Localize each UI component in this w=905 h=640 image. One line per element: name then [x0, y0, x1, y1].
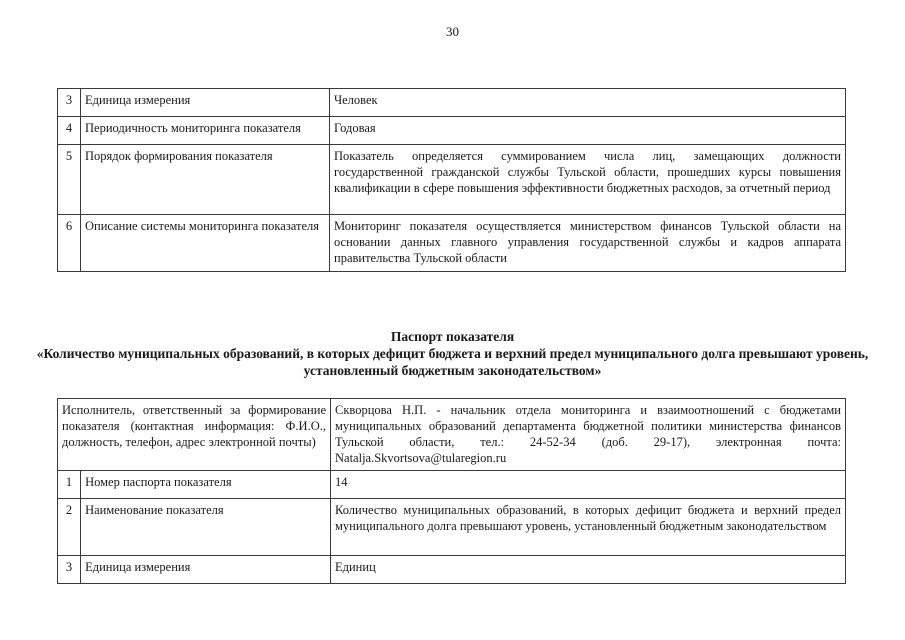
passport-heading: [30, 328, 875, 379]
row-number: 2: [58, 499, 81, 556]
indicator-passport-table: [57, 398, 846, 584]
executor-value: Скворцова Н.П. - начальник отдела мониторинга и взаимоотношений с бюджетами муниципальных образований департамента бюджетной политики министерства финансов Тульской области, тел.: 24-52-34 (доб. 29-17), электронная почта: Natalja.Skvortsova@tularegion.ru: [331, 399, 846, 471]
row-label: Номер паспорта показателя: [81, 471, 331, 499]
row-value: Мониторинг показателя осуществляется министерством финансов Тульской области на основании данных главного управления государственной службы и кадров аппарата правительства Тульской области: [330, 215, 846, 272]
row-number: 1: [58, 471, 81, 499]
row-value: Единиц: [331, 556, 846, 584]
table-row: [58, 145, 846, 215]
row-value: 14: [331, 471, 846, 499]
row-label: Порядок формирования показателя: [81, 145, 330, 215]
table-row: [58, 499, 846, 556]
row-label: Описание системы мониторинга показателя: [81, 215, 330, 272]
row-number: 5: [58, 145, 81, 215]
table-row: [58, 556, 846, 584]
row-value: Человек: [330, 89, 846, 117]
row-number: 3: [58, 89, 81, 117]
executor-row: [58, 399, 846, 471]
table-row: [58, 215, 846, 272]
row-label: Наименование показателя: [81, 499, 331, 556]
table-row: [58, 89, 846, 117]
table-row: [58, 117, 846, 145]
row-value: Годовая: [330, 117, 846, 145]
row-value: Показатель определяется суммированием числа лиц, замещающих должности государственной гражданской службы Тульской области, прошедших курсы повышения квалификации в сфере повышения эффективности бюджетных расходов, за отчетный период: [330, 145, 846, 215]
row-number: 3: [58, 556, 81, 584]
passport-title: Паспорт показателя: [390, 329, 515, 344]
row-number: 6: [58, 215, 81, 272]
row-number: 4: [58, 117, 81, 145]
passport-subtitle: «Количество муниципальных образований, в которых дефицит бюджета и верхний предел муниципального долга превышают уровень, установленный бюджетным законодательством»: [36, 346, 869, 378]
row-label: Единица измерения: [81, 556, 331, 584]
row-label: Периодичность мониторинга показателя: [81, 117, 330, 145]
row-label: Единица измерения: [81, 89, 330, 117]
table-row: [58, 471, 846, 499]
row-value: Количество муниципальных образований, в которых дефицит бюджета и верхний предел муниципального долга превышают уровень, установленный бюджетным законодательством: [331, 499, 846, 556]
indicator-table-continued: [57, 88, 846, 272]
executor-label: Исполнитель, ответственный за формирование показателя (контактная информация: Ф.И.О., должность, телефон, адрес электронной почты): [58, 399, 331, 471]
page-number: 30: [446, 24, 459, 39]
